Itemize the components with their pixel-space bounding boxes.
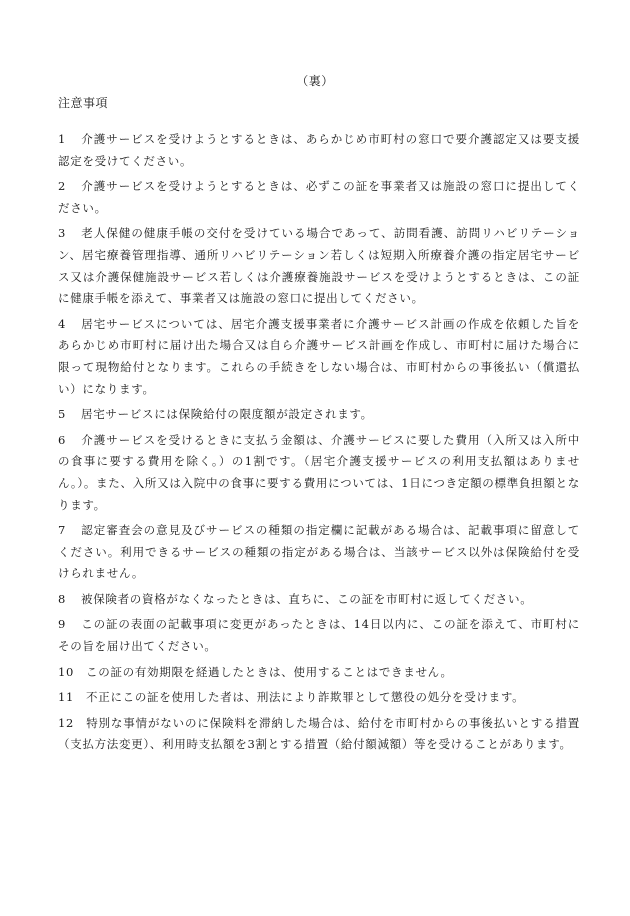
- note-number: 2: [58, 179, 67, 194]
- note-number: 10: [58, 664, 75, 679]
- note-item-1: [58, 129, 580, 172]
- note-number: 1: [58, 132, 67, 146]
- note-number: 6: [58, 432, 67, 447]
- notes-list: [58, 129, 580, 760]
- note-text: 介護サービスを受けるときに支払う金額は、介護サービスに要した費用（入所又は入所中の食事に要する費用を除く。）の1割です。（居宅介護支援サービスの利用支払額はありません。）。また、入所又は入院中の食事に要する費用については、1日につき定額の標準負担額となります。: [58, 432, 580, 512]
- note-item-3: [58, 223, 580, 309]
- note-number: 5: [58, 407, 67, 422]
- note-text: 認定審査会の意見及びサービスの種類の指定欄に記載がある場合は、記載事項に留意してください。利用できるサービスの種類の指定がある場合は、当該サービス以外は保険給付を受けられません。: [58, 523, 580, 581]
- note-text: 不正にこの証を使用した者は、刑法により詐欺罪として懲役の処分を受けます。: [86, 690, 525, 705]
- note-number: 11: [58, 690, 75, 705]
- note-item-6: [58, 430, 580, 516]
- note-number: 3: [58, 226, 67, 241]
- note-item-5: [58, 404, 580, 426]
- note-item-2: [58, 176, 580, 219]
- note-number: 4: [58, 316, 67, 331]
- note-item-8: [58, 589, 580, 611]
- note-text: 介護サービスを受けようとするときは、必ずこの証を事業者又は施設の窓口に提出してください。: [58, 179, 580, 215]
- note-item-12: [58, 713, 580, 756]
- note-text: 居宅サービスについては、居宅介護支援事業者に介護サービス計画の作成を依頼した旨をあらかじめ市町村に届け出た場合又は自ら介護サービス計画を作成し、市町村に届けた場合に限って現物給付となります。これらの手続きをしない場合は、市町村からの事後払い（償還払い）になります。: [58, 316, 580, 396]
- note-text: この証の有効期限を経過したときは、使用することはできません。: [86, 664, 453, 679]
- note-text: 特別な事情がないのに保険料を滞納した場合は、給付を市町村からの事後払いとする措置（支払方法変更）、利用時支払額を3割とする措置（給付額減額）等を受けることがあります。: [58, 715, 580, 752]
- note-text: 介護サービスを受けようとするときは、あらかじめ市町村の窓口で要介護認定又は要支援認定を受けてください。: [58, 132, 580, 168]
- note-item-9: [58, 614, 580, 657]
- note-item-11: [58, 687, 580, 709]
- notes-heading: 注意事項: [58, 96, 109, 110]
- note-text: この証の表面の記載事項に変更があったときは、14日以内に、この証を添えて、市町村にその旨を届け出てください。: [58, 617, 580, 654]
- note-text: 被保険者の資格がなくなったときは、直ちに、この証を市町村に返してください。: [81, 591, 533, 606]
- note-number: 9: [58, 617, 67, 632]
- note-item-7: [58, 520, 580, 585]
- note-number: 8: [58, 591, 67, 606]
- note-text: 老人保健の健康手帳の交付を受けている場合であって、訪問看護、訪問リハビリテーション、居宅療養管理指導、通所リハビリテーション若しくは短期入所療養介護の指定居宅サービス又は介護保健施設サービス若しくは介護療養施設サービスを受けようとするときは、この証に健康手帳を添えて、事業者又は施設の窓口に提出してください。: [58, 226, 580, 306]
- note-number: 12: [58, 715, 75, 730]
- note-number: 7: [58, 523, 67, 538]
- note-text: 居宅サービスには保険給付の限度額が設定されます。: [81, 407, 373, 422]
- note-item-4: [58, 314, 580, 400]
- back-side-label: （裏）: [296, 74, 334, 88]
- note-item-10: [58, 662, 580, 684]
